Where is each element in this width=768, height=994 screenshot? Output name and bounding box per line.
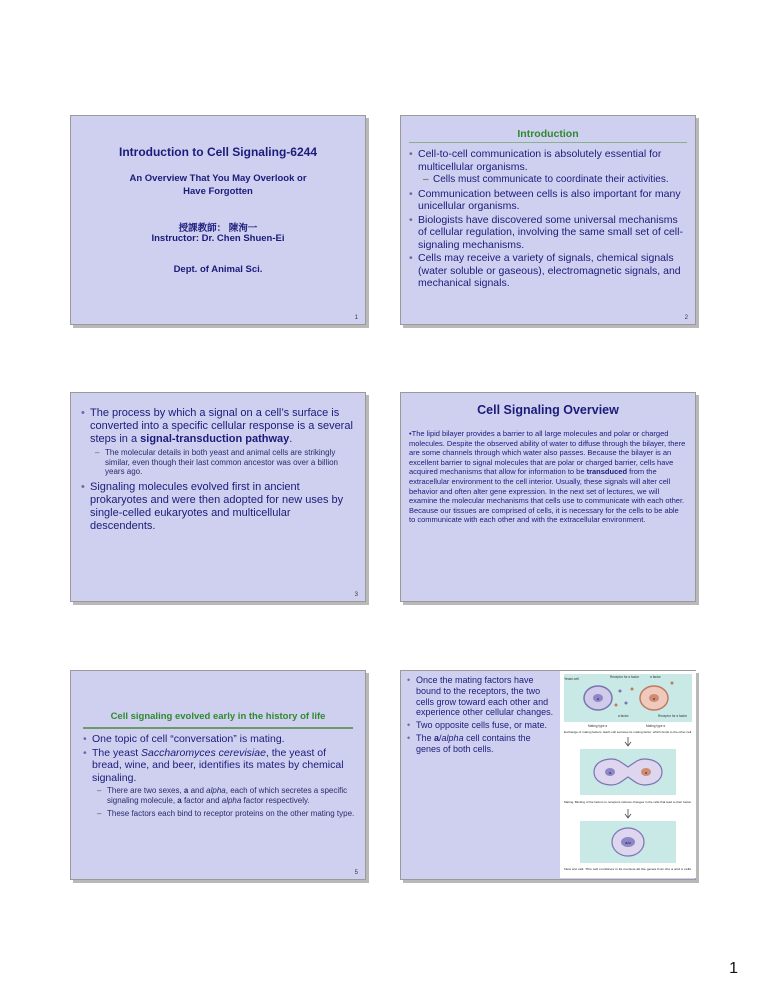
yeast-mating-figure (560, 671, 696, 878)
slide-title: Introduction (517, 128, 579, 140)
cell-label: α (652, 696, 656, 701)
instructor-chinese: 授課教師： 陳洵一 (178, 223, 258, 234)
slide-2 (400, 115, 696, 325)
slide-number: 1 (354, 315, 358, 321)
label-a-factor: a factor (618, 714, 629, 718)
bullet: • The yeast Saccharomyces cerevisiae, the yeast of bread, wine, and beer, identifies its mates by chemical signaling. (83, 747, 357, 785)
alpha-factor-icon (631, 688, 634, 691)
bullet: • Cell-to-cell communication is absolutely essential for multicellular organisms. (409, 148, 687, 173)
bullet: • The a/alpha cell contains the genes of both cells. (407, 733, 557, 755)
a-factor-icon (619, 690, 622, 693)
overview-paragraph: •The lipid bilayer provides a barrier to all large molecules and polar or charged molecules. Despite the observed ability of water to diffuse through the bilayer, there are some channels through which water also passes. Because the bilayer is an excellent barrier to signal molecules that are polar or charged barrier, cells have acquired mechanisms that allow for information to be transduced from the extracellular environment to the cell interior. Usually, these signals will alter cell behavior and often alter gene expression. In the next set of lectures, we will examine the molecular mechanisms that cells use to communicate with each other. Because our tissues are comprised of cells, it is necessary for the cells to be able to communicate with each other and with the extracellular environment. (409, 429, 686, 525)
sub-bullet: – The molecular details in both yeast and animal cells are strikingly similar, even though their last common ancestor was over a billion years ago. (81, 448, 355, 477)
slide-5 (70, 670, 366, 880)
slide-1 (70, 115, 366, 325)
bullet-list (409, 148, 687, 291)
title-divider (409, 142, 687, 143)
caption-new-cell: New a/α cell. This cell combines in its nucleus all the genes from the a and α cells. (564, 867, 693, 871)
slide-number: 5 (354, 870, 358, 876)
sub-bullet: – These factors each bind to receptor proteins on the other mating type. (83, 809, 357, 819)
label-yeast-cell: Yeast cell (564, 677, 579, 681)
alpha-factor-icon (615, 704, 618, 707)
term-transduced: transduced (586, 467, 628, 477)
bullet: • The process by which a signal on a cell’s surface is converted into a specific cellular response is a several steps in a signal-transduction pathway. (81, 407, 355, 446)
slide-6 (400, 670, 696, 880)
bullet: • Biologists have discovered some universal mechanisms of cellular regulation, involving the same small set of cell-signaling mechanisms. (409, 214, 687, 252)
slide-number: 3 (354, 592, 358, 598)
label-mating-alpha: Mating type α (646, 724, 666, 728)
slide-3 (70, 392, 366, 602)
cell-label: a (608, 770, 612, 775)
sub-bullet: – Cells must communicate to coordinate their activities. (409, 174, 687, 186)
term-signal-transduction: signal-transduction pathway (140, 433, 290, 445)
slide-subtitle: An Overview That You May Overlook or Have Forgotten (129, 173, 307, 197)
slide-4 (400, 392, 696, 602)
slide-title: Cell Signaling Overview (477, 403, 619, 417)
bullet: • Signaling molecules evolved first in ancient prokaryotes and were then adopted for new uses by single-celled eukaryotes and multicellular descendents. (81, 481, 355, 533)
alpha-factor-icon (671, 682, 674, 685)
bullet-list (407, 675, 557, 756)
label-receptor-alpha: Receptor for α factor (610, 675, 640, 679)
cell-label: α (644, 770, 648, 775)
title-divider (83, 727, 353, 729)
cell-label: a (596, 696, 600, 701)
bullet: • One topic of cell “conversation” is mating. (83, 733, 357, 746)
instructor-name: Instructor: Dr. Chen Shuen-Ei (151, 233, 285, 244)
page-number: 1 (729, 960, 738, 977)
sub-bullet: – There are two sexes, a and alpha, each of which secretes a specific signaling molecule, a factor and alpha factor respectively. (83, 786, 357, 805)
bullet: • Two opposite cells fuse, or mate. (407, 720, 557, 731)
slide-title: Introduction to Cell Signaling-6244 (118, 145, 317, 159)
bullet-list (83, 733, 357, 823)
bullet: • Communication between cells is also important for many unicellular organisms. (409, 188, 687, 213)
bullet: • Cells may receive a variety of signals, chemical signals (water soluble or gaseous), electromagnetic signals, and mechanical signals. (409, 252, 687, 290)
label-mating-a: Mating type a (588, 724, 608, 728)
department: Dept. of Animal Sci. (173, 264, 263, 275)
species-name: Saccharomyces cerevisiae (141, 746, 266, 759)
caption-exchange: Exchange of mating factors. Each cell secretes its mating factor, which binds to the other cell. (564, 730, 693, 734)
caption-mating: Mating. Binding of the factors to receptors induces changes in the cells that lead to their fusion. (564, 800, 693, 804)
a-factor-icon (625, 702, 628, 705)
slide-number: 2 (684, 315, 688, 321)
cell-label: a/α (625, 840, 631, 845)
bullet-list (81, 407, 355, 534)
bullet: • Once the mating factors have bound to the receptors, the two cells grow toward each other and experience other cellular changes. (407, 675, 557, 718)
label-alpha-factor: α factor (650, 675, 661, 679)
label-receptor-a: Receptor for a factor (658, 714, 688, 718)
slide-title: Cell signaling evolved early in the history of life (110, 711, 326, 722)
